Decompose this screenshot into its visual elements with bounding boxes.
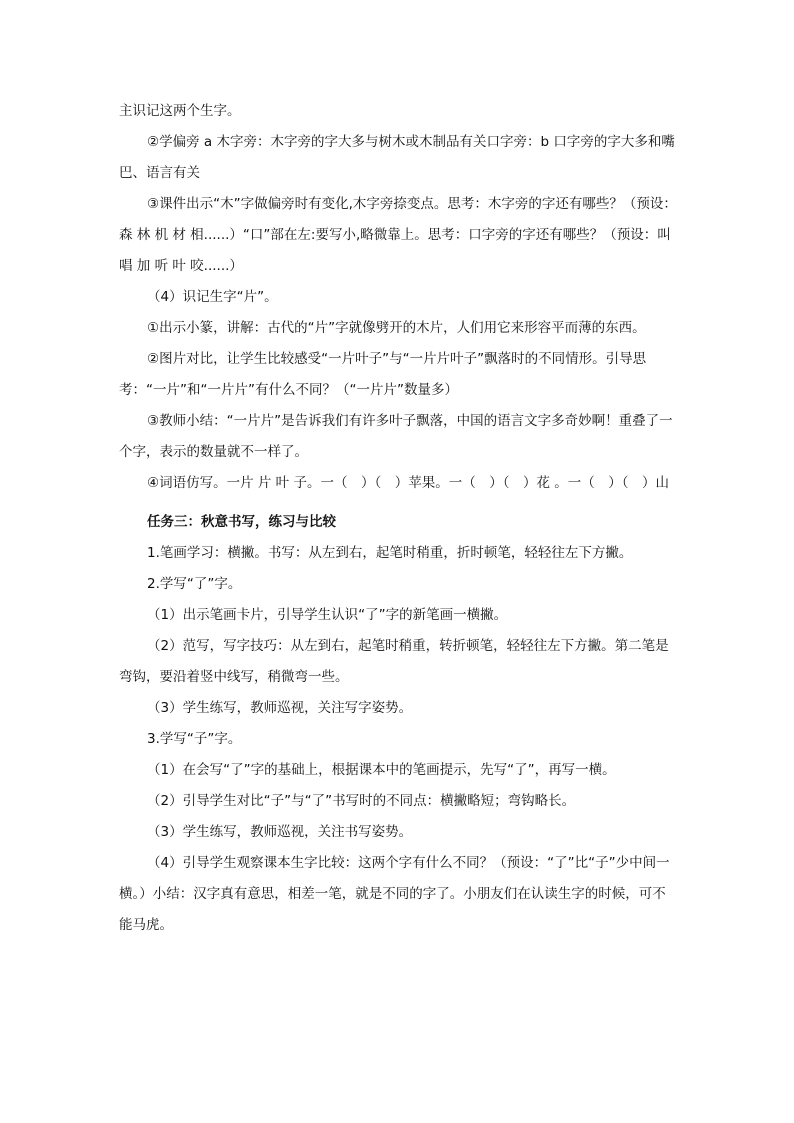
paragraph-q8: （2）引导学生对比“子”与“了”书写时的不同点：横撇略短；弯钩略长。 [147,793,576,809]
paragraph-p4: （4）识记生字“片”。 [147,289,278,305]
paragraph-p7: ③教师小结：“一片片”是告诉我们有许多叶子飘落，中国的语言文字多奇妙啊！重叠了一个字，表示的数量就不一样了。 [119,413,673,460]
paragraph-q10: （4）引导学生观察课本生字比较：这两个字有什么不同？（预设：“了”比“子”少中间一横。）小结：汉字真有意思，相差一笔，就是不同的字了。小朋友们在认读生字的时候，可不能马虎。 [119,855,670,933]
paragraph-q1: 1.笔画学习：横撇。书写：从左到右，起笔时稍重，折时顿笔，轻轻往左下方撇。 [147,545,633,561]
paragraph-p8: ④词语仿写。一片 片 叶 子。一（ ）（ ）苹果。一（ ）（ ）花 。一（ ）（ ）山 [147,475,670,491]
paragraph-p1: 主识记这两个生字。 [119,103,241,119]
paragraph-q4: （2）范写，写字技巧：从左到右，起笔时稍重，转折顿笔，轻轻往左下方撇。第二笔是弯钩，要沿着竖中线写，稍微弯一些。 [119,638,669,685]
paragraph-q5: （3）学生练写，教师巡视，关注写字姿势。 [147,700,413,716]
paragraph-q7: （1）在会写“了”字的基础上，根据课本中的笔画提示，先写“了”，再写一横。 [147,762,616,778]
paragraph-p2: ②学偏旁 a 木字旁：木字旁的字大多与树木或木制品有关口字旁：b 口字旁的字大多和嘴巴、语言有关 [119,134,675,181]
paragraph-p5: ①出示小篆，讲解：古代的“片”字就像劈开的木片，人们用它来形容平而薄的东西。 [147,320,646,336]
paragraph-q9: （3）学生练写，教师巡视，关注书写姿势。 [147,824,413,840]
paragraph-q6: 3.学写“子”字。 [147,731,242,747]
paragraph-q3: （1）出示笔画卡片，引导学生认识“了”字的新笔画一横撇。 [147,607,508,623]
paragraph-q2: 2.学写“了”字。 [147,576,242,592]
section-heading: 任务三：秋意书写，练习与比较 [147,514,336,530]
document-page [119,96,679,941]
paragraph-p3: ③课件出示“木”字做偏旁时有变化,木字旁捺变点。思考：木字旁的字还有哪些？（预设：森 林 机 材 相......）“口”部在左:要写小,略微靠上。思考：口字旁的字还有哪些？（预设：叫 唱 加 听 叶 咬......） [119,196,677,274]
paragraph-p6: ②图片对比，让学生比较感受“一片叶子”与“一片片叶子”飘落时的不同情形。引导思考：“一片”和“一片片”有什么不同？（“一片片”数量多） [119,351,647,398]
